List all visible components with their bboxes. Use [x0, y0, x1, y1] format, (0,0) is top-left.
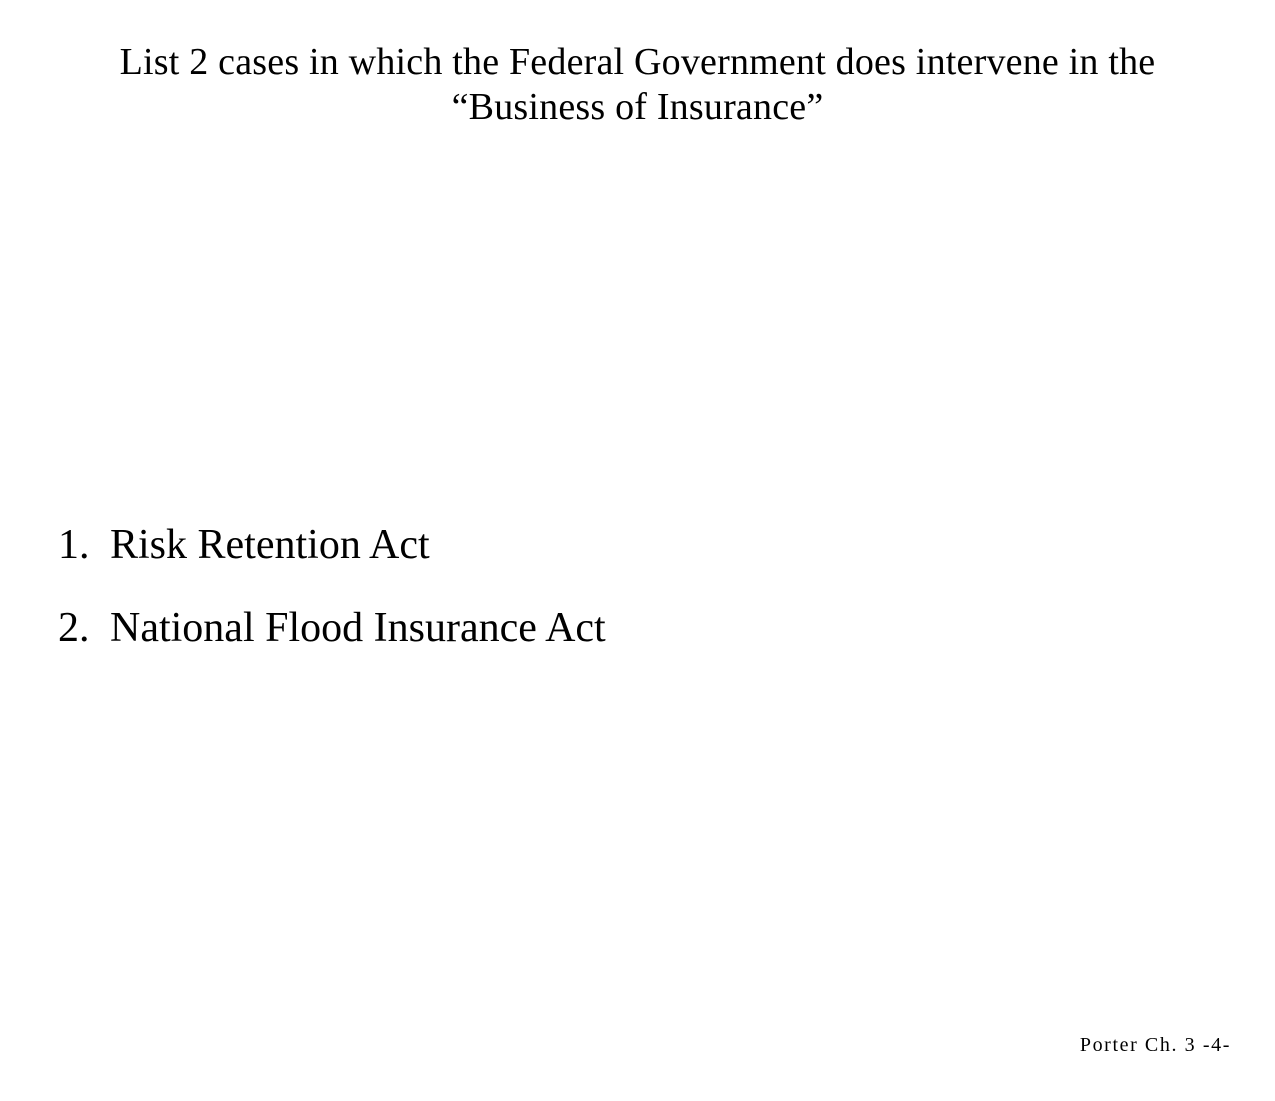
answer-list	[58, 520, 606, 686]
list-item	[58, 520, 606, 570]
slide-title	[40, 40, 1235, 130]
list-item	[58, 603, 606, 653]
list-item-text: Risk Retention Act	[110, 522, 430, 568]
list-item-number: 2.	[58, 605, 90, 651]
footer-page-label: Porter Ch. 3 -4-	[1079, 1034, 1231, 1056]
list-item-number: 1.	[58, 522, 90, 568]
list-item-text: National Flood Insurance Act	[110, 605, 606, 651]
title-line-1: List 2 cases in which the Federal Government does intervene in the	[119, 41, 1156, 83]
title-line-2: “Business of Insurance”	[451, 86, 824, 128]
